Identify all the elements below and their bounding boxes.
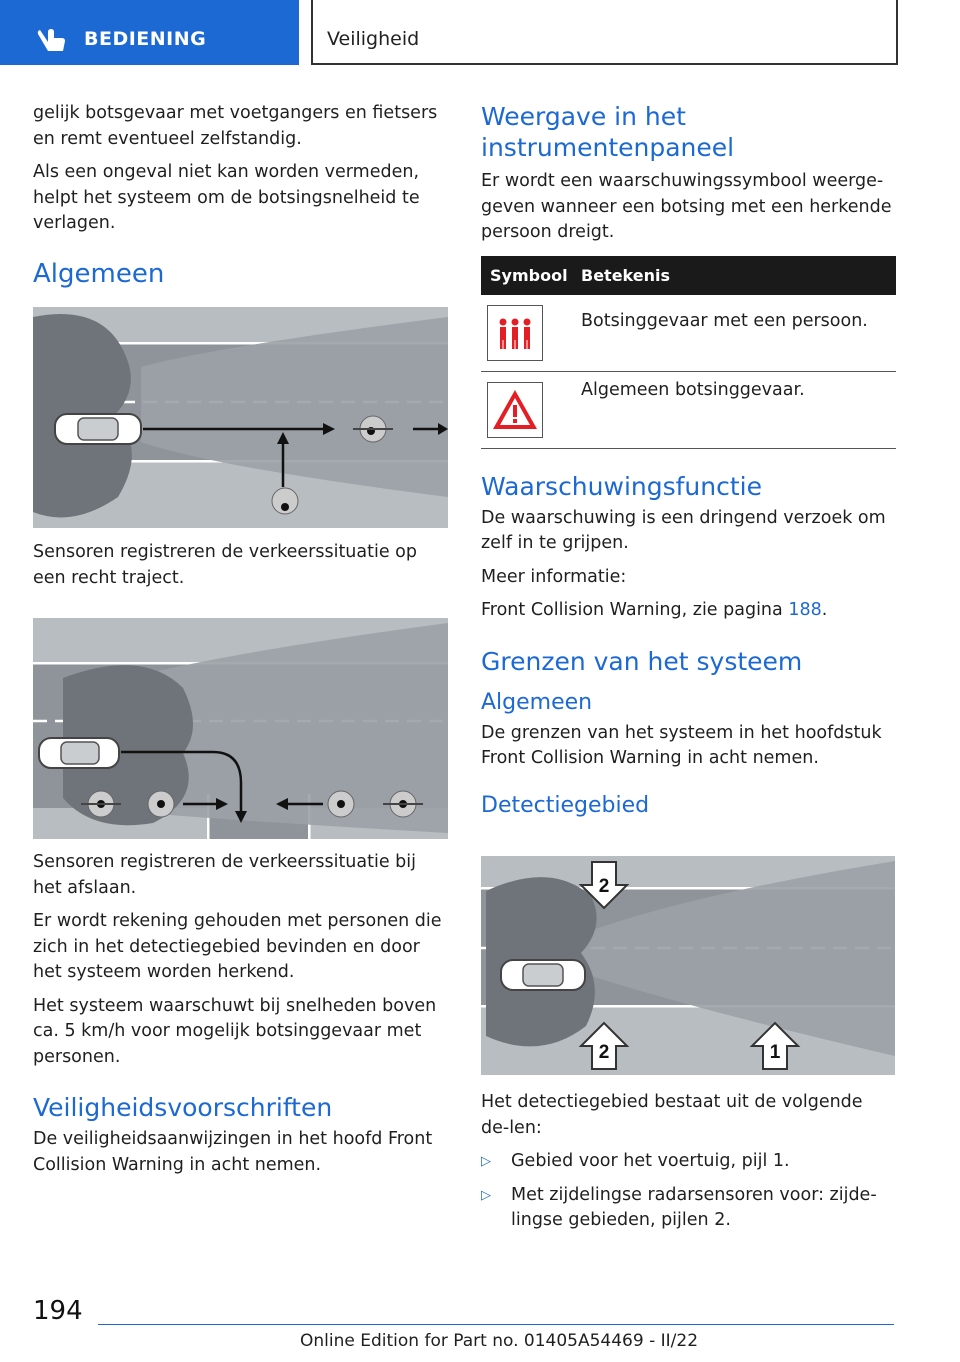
car-icon (39, 738, 119, 768)
list-item (481, 1183, 896, 1234)
list-item (481, 1149, 896, 1175)
paragraph-detection: Er wordt rekening gehouden met personen die zich in het detectiegebied bevinden en door het systeem worden herkend. (33, 911, 442, 982)
intro-paragraph-1: gelijk botsgevaar met voetgangers en fietsers en remt eventueel zelfstandig. (33, 103, 438, 149)
chapter-header (311, 0, 898, 65)
table-header-symbol: Symbool (481, 256, 572, 295)
diagram-detection-area (481, 856, 895, 1075)
diagram-turning (33, 618, 448, 839)
page-number: 194 (33, 1296, 83, 1326)
footer-divider (98, 1324, 894, 1325)
hand-pointer-icon (36, 26, 68, 54)
arrow-label-bottom-left: 2 (598, 1042, 610, 1063)
warning-triangle-icon (487, 382, 543, 438)
caption-straight: Sensoren registreren de verkeerssituatie op een recht traject. (33, 542, 417, 588)
heading-weergave: Weergave in het instrumentenpaneel (481, 102, 735, 162)
right-column-lower (481, 1090, 896, 1234)
heading-waarschuwingsfunctie: Waarschuwingsfunctie (481, 471, 762, 501)
paragraph-grenzen: De grenzen van het systeem in het hoofdstuk Front Collision Warning in acht nemen. (481, 722, 882, 768)
reference-end: . (821, 600, 828, 620)
chapter-label: Veiligheid (327, 28, 420, 50)
paragraph-reference (481, 598, 896, 624)
arrow-label-top: 2 (598, 876, 610, 897)
paragraph-detectie: Het detectiegebied bestaat uit de volgende de-len: (481, 1092, 863, 1138)
footer-edition: Online Edition for Part no. 01405A54469 - II/22 (300, 1331, 699, 1351)
triangle-bullet-icon: ▷ (481, 1187, 491, 1203)
pedestrian-icon (148, 791, 174, 817)
subheading-algemeen: Algemeen (481, 689, 593, 715)
symbol-table (481, 256, 896, 449)
arrow-label-bottom-right: 1 (769, 1042, 781, 1063)
left-column (33, 101, 448, 290)
paragraph-weergave: Er wordt een waarschuwingssymbool weerge-geven wanneer een botsing met een herkende persoon dreigt. (481, 171, 892, 242)
caption-turning: Sensoren registreren de verkeerssituatie bij het afslaan. (33, 852, 417, 898)
right-column (481, 101, 896, 820)
section-label: BEDIENING (84, 28, 207, 50)
section-tab[interactable] (0, 0, 299, 65)
pedestrian-icon (328, 791, 354, 817)
reference-text: Front Collision Warning, zie pagina (481, 600, 789, 620)
left-caption-1-wrap (33, 540, 448, 591)
meaning-general: Algemeen botsinggevaar. (581, 379, 805, 400)
meaning-person: Botsinggevaar met een persoon. (581, 310, 868, 331)
bullet-text: Met zijdelingse radarsensoren voor: zijde-lingse gebieden, pijlen 2. (511, 1184, 877, 1230)
car-icon (501, 960, 585, 990)
heading-safety: Veiligheidsvoorschriften (33, 1093, 333, 1122)
diagram-straight-road (33, 307, 448, 528)
car-icon (55, 414, 141, 444)
paragraph-safety: De veiligheidsaanwijzingen in het hoofd Front Collision Warning in acht nemen. (33, 1129, 433, 1175)
left-column-lower (33, 850, 448, 1178)
paragraph-functie: De waarschuwing is een dringend verzoek om zelf in te grijpen. (481, 507, 886, 553)
table-row (481, 295, 896, 372)
table-header-meaning: Betekenis (572, 256, 896, 295)
pedestrian-icon (272, 488, 298, 514)
paragraph-meer-info: Meer informatie: (481, 566, 627, 587)
triangle-bullet-icon: ▷ (481, 1154, 491, 1169)
subheading-detectiegebied: Detectiegebied (481, 792, 650, 818)
paragraph-speed: Het systeem waarschuwt bij snelheden boven ca. 5 km/h voor mogelijk botsinggevaar met personen. (33, 995, 437, 1067)
heading-algemeen: Algemeen (33, 258, 165, 289)
intro-paragraph-2: Als een ongeval niet kan worden vermeden, helpt het systeem om de botsingsnelheid te verlagen. (33, 162, 420, 233)
pedestrians-warning-icon (487, 305, 543, 361)
page-link-188[interactable]: 188 (788, 600, 822, 620)
bullet-text: Gebied voor het voertuig, pijl 1. (511, 1151, 790, 1171)
table-row (481, 371, 896, 448)
heading-grenzen: Grenzen van het systeem (481, 646, 803, 676)
